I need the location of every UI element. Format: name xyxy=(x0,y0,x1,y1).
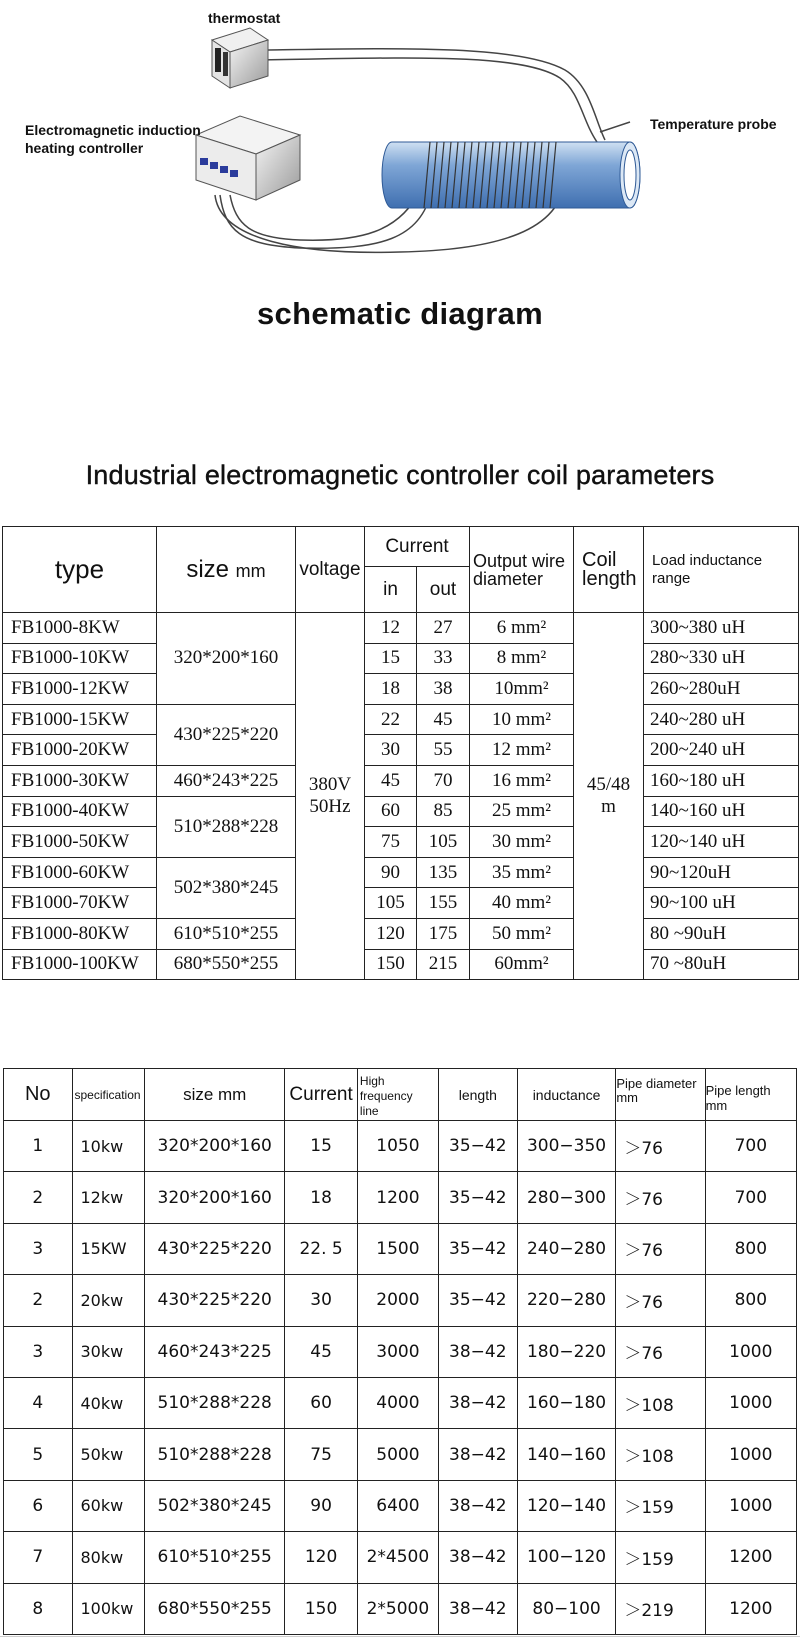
label-controller-line1: Electromagnetic induction xyxy=(25,122,201,138)
specification-cell: 30kw xyxy=(72,1326,145,1377)
table-row xyxy=(3,674,799,705)
specification-cell: 10kw xyxy=(72,1121,145,1172)
pipe-length-cell: 1000 xyxy=(705,1480,796,1531)
wire-cell: 35 mm² xyxy=(470,857,574,888)
wire-cell: 25 mm² xyxy=(470,796,574,827)
inductance-cell: 120−140 xyxy=(517,1480,616,1531)
table1-title: Industrial electromagnetic controller coil parameters xyxy=(85,460,715,490)
size-cell: 610*510*255 xyxy=(145,1532,285,1583)
load-inductance-cell: 70 ~80uH xyxy=(644,949,799,980)
no-cell: 6 xyxy=(4,1480,73,1531)
load-inductance-cell: 280~330 uH xyxy=(644,643,799,674)
size-cell: 460*243*225 xyxy=(145,1326,285,1377)
schematic-caption: schematic diagram xyxy=(257,296,543,331)
length-cell: 35−42 xyxy=(438,1223,517,1274)
no-cell: 5 xyxy=(4,1429,73,1480)
specification-cell: 80kw xyxy=(72,1532,145,1583)
table-row xyxy=(4,1377,797,1428)
load-inductance-cell: 300~380 uH xyxy=(644,613,799,644)
no-cell: 7 xyxy=(4,1532,73,1583)
length-cell: 38−42 xyxy=(438,1377,517,1428)
bottom-divider xyxy=(0,1636,800,1637)
header-out: out xyxy=(417,567,470,613)
model-cell: FB1000-50KW xyxy=(3,827,157,858)
load-inductance-cell: 90~100 uH xyxy=(644,888,799,919)
current-cell: 90 xyxy=(285,1480,358,1531)
header-coil-length: Coil length xyxy=(574,527,644,613)
pipe-length-cell: 1200 xyxy=(705,1532,796,1583)
size-cell: 510*288*228 xyxy=(145,1377,285,1428)
label-thermostat: thermostat xyxy=(208,10,281,26)
specification-cell: 50kw xyxy=(72,1429,145,1480)
table-row xyxy=(4,1121,797,1172)
current-cell: 18 xyxy=(285,1172,358,1223)
header-no: No xyxy=(4,1069,73,1121)
current-in-cell: 22 xyxy=(365,704,417,735)
high-frequency-cell: 3000 xyxy=(357,1326,438,1377)
header-load-inductance: Load inductance range xyxy=(644,527,799,613)
table-row xyxy=(3,949,799,980)
wire-cell: 8 mm² xyxy=(470,643,574,674)
wire-cell: 10 mm² xyxy=(470,704,574,735)
current-in-cell: 18 xyxy=(365,674,417,705)
wire-cell: 40 mm² xyxy=(470,888,574,919)
current-out-cell: 55 xyxy=(417,735,470,766)
size-cell: 510*288*228 xyxy=(145,1429,285,1480)
load-inductance-cell: 90~120uH xyxy=(644,857,799,888)
load-inductance-cell: 200~240 uH xyxy=(644,735,799,766)
high-frequency-cell: 1500 xyxy=(357,1223,438,1274)
current-in-cell: 90 xyxy=(365,857,417,888)
pipe-length-cell: 800 xyxy=(705,1223,796,1274)
specification-cell: 15KW xyxy=(72,1223,145,1274)
schematic-diagram xyxy=(0,0,800,280)
size-cell: 460*243*225 xyxy=(157,765,296,796)
pipe-length-cell: 800 xyxy=(705,1275,796,1326)
current-cell: 30 xyxy=(285,1275,358,1326)
table-row xyxy=(4,1429,797,1480)
inductance-cell: 160−180 xyxy=(517,1377,616,1428)
high-frequency-cell: 1200 xyxy=(357,1172,438,1223)
current-in-cell: 150 xyxy=(365,949,417,980)
header-current: Current xyxy=(365,527,470,567)
pipe-diameter-cell: ＞76 xyxy=(616,1326,705,1377)
size-cell: 430*225*220 xyxy=(145,1223,285,1274)
length-cell: 38−42 xyxy=(438,1326,517,1377)
size-cell: 680*550*255 xyxy=(157,949,296,980)
pipe-length-cell: 700 xyxy=(705,1121,796,1172)
load-inductance-cell: 120~140 uH xyxy=(644,827,799,858)
header-voltage: voltage xyxy=(296,527,365,613)
header-pipe-diameter: Pipe diameter mm xyxy=(616,1069,705,1121)
table-row xyxy=(4,1223,797,1274)
controller-device xyxy=(196,116,300,200)
table-row xyxy=(3,827,799,858)
table-row xyxy=(3,735,799,766)
table-row xyxy=(3,796,799,827)
inductance-cell: 280−300 xyxy=(517,1172,616,1223)
wire-cell: 30 mm² xyxy=(470,827,574,858)
size-cell: 502*380*245 xyxy=(157,857,296,918)
table-row xyxy=(4,1326,797,1377)
current-out-cell: 27 xyxy=(417,613,470,644)
table-row xyxy=(3,704,799,735)
current-cell: 75 xyxy=(285,1429,358,1480)
table-row xyxy=(3,613,799,644)
header-type: type xyxy=(3,527,157,613)
current-out-cell: 155 xyxy=(417,888,470,919)
model-cell: FB1000-8KW xyxy=(3,613,157,644)
model-cell: FB1000-30KW xyxy=(3,765,157,796)
current-out-cell: 70 xyxy=(417,765,470,796)
high-frequency-cell: 5000 xyxy=(357,1429,438,1480)
specification-table xyxy=(3,1068,797,1635)
current-in-cell: 12 xyxy=(365,613,417,644)
header-high-frequency-line: High frequency line xyxy=(357,1069,438,1121)
current-out-cell: 38 xyxy=(417,674,470,705)
current-out-cell: 175 xyxy=(417,918,470,949)
pipe-with-coil xyxy=(382,142,640,208)
pipe-diameter-cell: ＞219 xyxy=(616,1583,705,1634)
table-row xyxy=(3,888,799,919)
length-cell: 35−42 xyxy=(438,1275,517,1326)
high-frequency-cell: 6400 xyxy=(357,1480,438,1531)
pipe-length-cell: 1000 xyxy=(705,1377,796,1428)
size-cell: 320*200*160 xyxy=(157,613,296,705)
wire-cell: 12 mm² xyxy=(470,735,574,766)
no-cell: 8 xyxy=(4,1583,73,1634)
size-cell: 430*225*220 xyxy=(157,704,296,765)
no-cell: 3 xyxy=(4,1223,73,1274)
current-cell: 45 xyxy=(285,1326,358,1377)
current-in-cell: 105 xyxy=(365,888,417,919)
load-inductance-cell: 240~280 uH xyxy=(644,704,799,735)
size-cell: 320*200*160 xyxy=(145,1121,285,1172)
wire-cell: 50 mm² xyxy=(470,918,574,949)
current-in-cell: 120 xyxy=(365,918,417,949)
inductance-cell: 300−350 xyxy=(517,1121,616,1172)
current-in-cell: 15 xyxy=(365,643,417,674)
pipe-diameter-cell: ＞159 xyxy=(616,1480,705,1531)
model-cell: FB1000-20KW xyxy=(3,735,157,766)
high-frequency-cell: 2*5000 xyxy=(357,1583,438,1634)
header-size: size mm xyxy=(145,1069,285,1121)
table-row xyxy=(3,918,799,949)
header-output-wire: Output wire diameter xyxy=(470,527,574,613)
high-frequency-cell: 2*4500 xyxy=(357,1532,438,1583)
current-out-cell: 85 xyxy=(417,796,470,827)
table-row xyxy=(4,1583,797,1634)
size-cell: 430*225*220 xyxy=(145,1275,285,1326)
length-cell: 38−42 xyxy=(438,1429,517,1480)
current-out-cell: 45 xyxy=(417,704,470,735)
header-current: Current xyxy=(285,1069,358,1121)
pipe-diameter-cell: ＞159 xyxy=(616,1532,705,1583)
header-specification: specification xyxy=(72,1069,145,1121)
pipe-length-cell: 1200 xyxy=(705,1583,796,1634)
pipe-diameter-cell: ＞76 xyxy=(616,1275,705,1326)
no-cell: 2 xyxy=(4,1172,73,1223)
inductance-cell: 80−100 xyxy=(517,1583,616,1634)
table-row xyxy=(4,1275,797,1326)
model-cell: FB1000-40KW xyxy=(3,796,157,827)
label-temperature-probe: Temperature probe xyxy=(650,116,777,132)
length-cell: 35−42 xyxy=(438,1172,517,1223)
length-cell: 35−42 xyxy=(438,1121,517,1172)
specification-cell: 40kw xyxy=(72,1377,145,1428)
size-cell: 320*200*160 xyxy=(145,1172,285,1223)
current-out-cell: 135 xyxy=(417,857,470,888)
pipe-diameter-cell: ＞76 xyxy=(616,1172,705,1223)
wire-cell: 60mm² xyxy=(470,949,574,980)
model-cell: FB1000-70KW xyxy=(3,888,157,919)
current-cell: 22. 5 xyxy=(285,1223,358,1274)
model-cell: FB1000-12KW xyxy=(3,674,157,705)
length-cell: 38−42 xyxy=(438,1583,517,1634)
no-cell: 1 xyxy=(4,1121,73,1172)
current-out-cell: 215 xyxy=(417,949,470,980)
inductance-cell: 100−120 xyxy=(517,1532,616,1583)
current-out-cell: 105 xyxy=(417,827,470,858)
current-cell: 15 xyxy=(285,1121,358,1172)
table-row xyxy=(3,765,799,796)
header-pipe-length: Pipe length mm xyxy=(705,1069,796,1121)
no-cell: 4 xyxy=(4,1377,73,1428)
table-row xyxy=(4,1172,797,1223)
length-cell: 38−42 xyxy=(438,1532,517,1583)
label-controller-line2: heating controller xyxy=(25,140,144,156)
coil-length-cell: 45/48 m xyxy=(574,613,644,980)
current-cell: 120 xyxy=(285,1532,358,1583)
load-inductance-cell: 140~160 uH xyxy=(644,796,799,827)
size-cell: 510*288*228 xyxy=(157,796,296,857)
model-cell: FB1000-15KW xyxy=(3,704,157,735)
model-cell: FB1000-100KW xyxy=(3,949,157,980)
load-inductance-cell: 260~280uH xyxy=(644,674,799,705)
current-in-cell: 45 xyxy=(365,765,417,796)
pipe-diameter-cell: ＞108 xyxy=(616,1377,705,1428)
current-in-cell: 60 xyxy=(365,796,417,827)
no-cell: 2 xyxy=(4,1275,73,1326)
thermostat-device xyxy=(212,28,268,88)
header-in: in xyxy=(365,567,417,613)
pipe-diameter-cell: ＞76 xyxy=(616,1223,705,1274)
coil-parameters-table xyxy=(2,526,799,980)
model-cell: FB1000-10KW xyxy=(3,643,157,674)
high-frequency-cell: 4000 xyxy=(357,1377,438,1428)
specification-cell: 12kw xyxy=(72,1172,145,1223)
size-cell: 502*380*245 xyxy=(145,1480,285,1531)
pipe-length-cell: 1000 xyxy=(705,1326,796,1377)
inductance-cell: 180−220 xyxy=(517,1326,616,1377)
wire-cell: 6 mm² xyxy=(470,613,574,644)
load-inductance-cell: 80 ~90uH xyxy=(644,918,799,949)
specification-cell: 60kw xyxy=(72,1480,145,1531)
pipe-length-cell: 700 xyxy=(705,1172,796,1223)
current-cell: 150 xyxy=(285,1583,358,1634)
model-cell: FB1000-80KW xyxy=(3,918,157,949)
header-inductance: inductance xyxy=(517,1069,616,1121)
inductance-cell: 220−280 xyxy=(517,1275,616,1326)
table-row xyxy=(3,857,799,888)
wire-cell: 16 mm² xyxy=(470,765,574,796)
current-out-cell: 33 xyxy=(417,643,470,674)
current-in-cell: 75 xyxy=(365,827,417,858)
current-cell: 60 xyxy=(285,1377,358,1428)
pipe-diameter-cell: ＞76 xyxy=(616,1121,705,1172)
size-cell: 680*550*255 xyxy=(145,1583,285,1634)
voltage-cell: 380V 50Hz xyxy=(296,613,365,980)
current-in-cell: 30 xyxy=(365,735,417,766)
pipe-diameter-cell: ＞108 xyxy=(616,1429,705,1480)
model-cell: FB1000-60KW xyxy=(3,857,157,888)
no-cell: 3 xyxy=(4,1326,73,1377)
specification-cell: 100kw xyxy=(72,1583,145,1634)
table-row xyxy=(4,1480,797,1531)
wire-cell: 10mm² xyxy=(470,674,574,705)
pipe-length-cell: 1000 xyxy=(705,1429,796,1480)
size-cell: 610*510*255 xyxy=(157,918,296,949)
table-row xyxy=(4,1532,797,1583)
header-size: size mm xyxy=(157,527,296,613)
length-cell: 38−42 xyxy=(438,1480,517,1531)
header-length: length xyxy=(438,1069,517,1121)
inductance-cell: 240−280 xyxy=(517,1223,616,1274)
table-row xyxy=(3,643,799,674)
high-frequency-cell: 1050 xyxy=(357,1121,438,1172)
high-frequency-cell: 2000 xyxy=(357,1275,438,1326)
inductance-cell: 140−160 xyxy=(517,1429,616,1480)
load-inductance-cell: 160~180 uH xyxy=(644,765,799,796)
specification-cell: 20kw xyxy=(72,1275,145,1326)
